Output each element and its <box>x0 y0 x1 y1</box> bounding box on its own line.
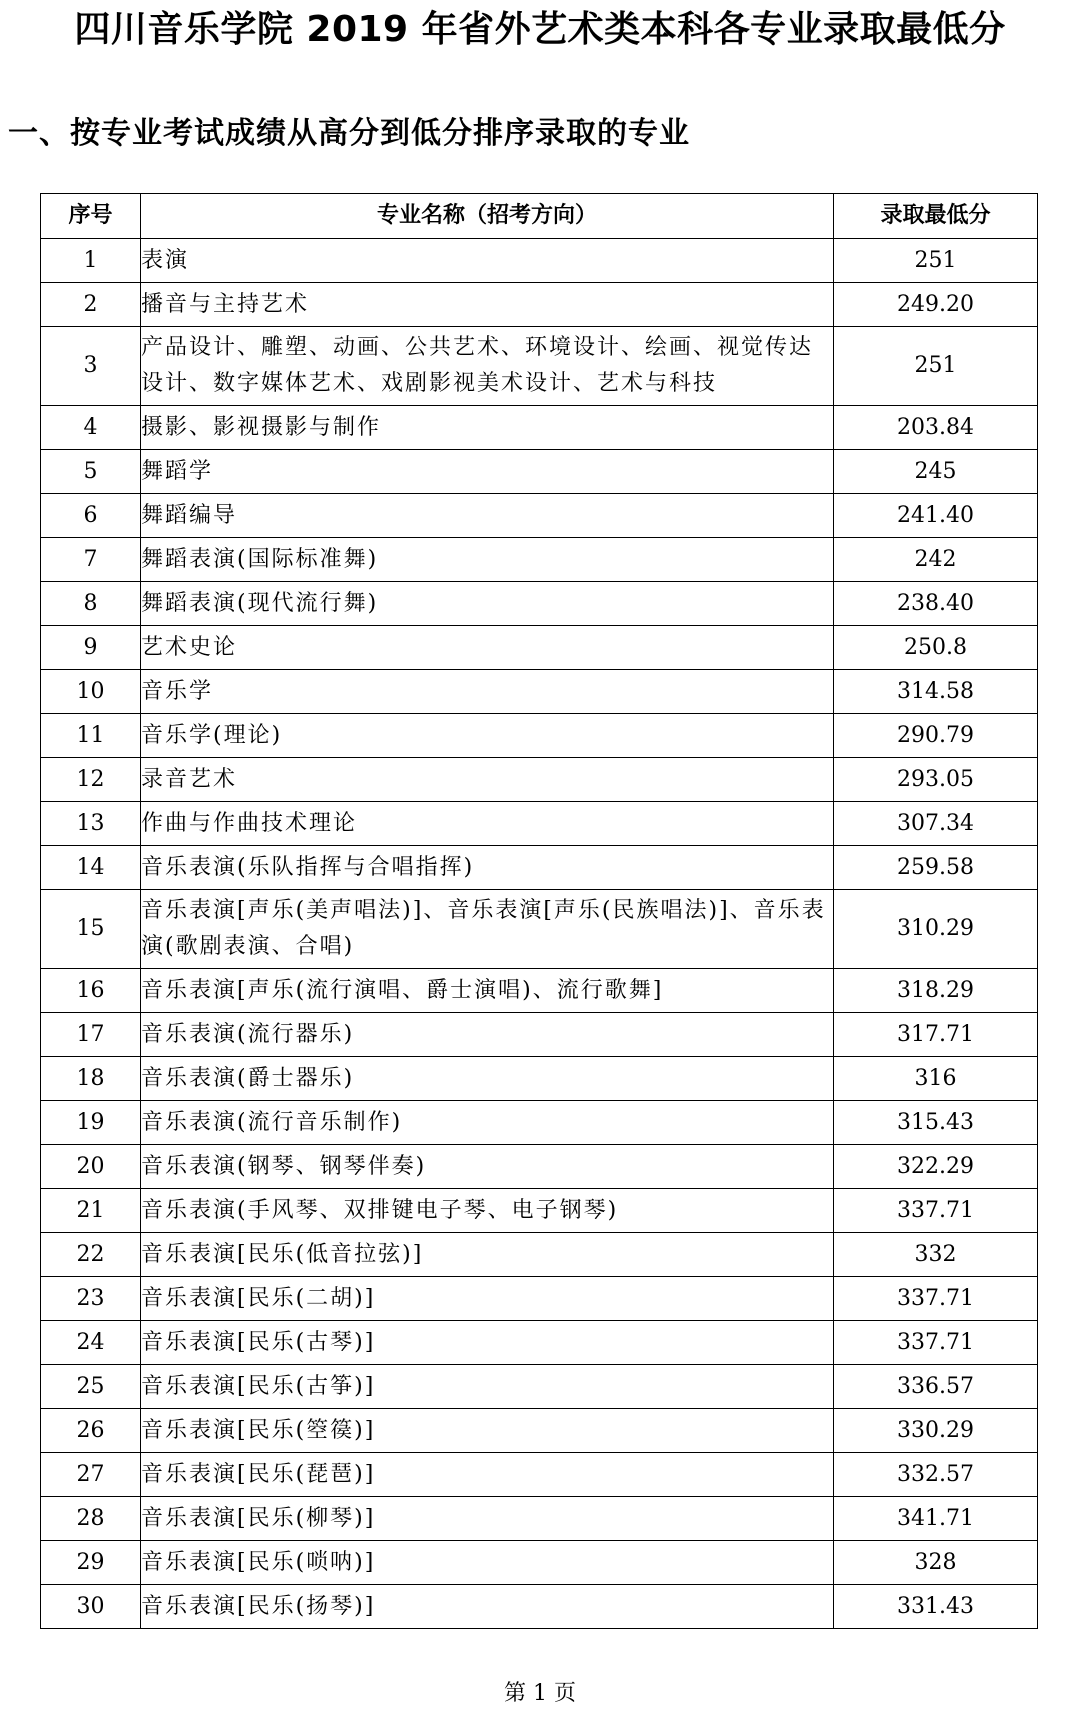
row-major-name: 音乐表演(钢琴、钢琴伴奏) <box>141 1145 834 1189</box>
row-min-score: 331.43 <box>834 1585 1038 1629</box>
table-header-row <box>41 194 1038 239</box>
row-index: 3 <box>41 327 141 406</box>
table-row <box>41 239 1038 283</box>
table-row <box>41 846 1038 890</box>
section-heading: 一、按专业考试成绩从高分到低分排序录取的专业 <box>8 116 690 151</box>
row-major-name: 作曲与作曲技术理论 <box>141 802 834 846</box>
row-index: 29 <box>41 1541 141 1585</box>
row-min-score: 293.05 <box>834 758 1038 802</box>
table-row <box>41 670 1038 714</box>
table-row <box>41 890 1038 969</box>
row-major-name: 音乐表演(流行音乐制作) <box>141 1101 834 1145</box>
row-index: 26 <box>41 1409 141 1453</box>
row-major-name: 音乐表演[民乐(扬琴)] <box>141 1585 834 1629</box>
row-major-name: 音乐学(理论) <box>141 714 834 758</box>
row-index: 30 <box>41 1585 141 1629</box>
row-major-name: 音乐表演[民乐(低音拉弦)] <box>141 1233 834 1277</box>
row-index: 10 <box>41 670 141 714</box>
row-min-score: 316 <box>834 1057 1038 1101</box>
row-min-score: 315.43 <box>834 1101 1038 1145</box>
table-row <box>41 283 1038 327</box>
table-row <box>41 1101 1038 1145</box>
row-index: 27 <box>41 1453 141 1497</box>
table-row <box>41 1585 1038 1629</box>
table-row <box>41 450 1038 494</box>
row-major-name: 音乐表演(手风琴、双排键电子琴、电子钢琴) <box>141 1189 834 1233</box>
row-min-score: 337.71 <box>834 1189 1038 1233</box>
row-major-name: 播音与主持艺术 <box>141 283 834 327</box>
row-major-name: 音乐表演[民乐(琵琶)] <box>141 1453 834 1497</box>
row-major-name: 音乐表演[民乐(箜篌)] <box>141 1409 834 1453</box>
row-major-name: 表演 <box>141 239 834 283</box>
row-major-name: 音乐表演[民乐(柳琴)] <box>141 1497 834 1541</box>
table-body <box>41 239 1038 1629</box>
row-major-name: 舞蹈表演(国际标准舞) <box>141 538 834 582</box>
header-min-score: 录取最低分 <box>834 194 1038 239</box>
row-major-name: 录音艺术 <box>141 758 834 802</box>
row-index: 23 <box>41 1277 141 1321</box>
table-row <box>41 538 1038 582</box>
row-index: 13 <box>41 802 141 846</box>
row-min-score: 241.40 <box>834 494 1038 538</box>
row-min-score: 328 <box>834 1541 1038 1585</box>
row-min-score: 330.29 <box>834 1409 1038 1453</box>
table-row <box>41 1409 1038 1453</box>
row-min-score: 337.71 <box>834 1321 1038 1365</box>
row-major-name: 舞蹈编导 <box>141 494 834 538</box>
row-major-name: 音乐表演[民乐(二胡)] <box>141 1277 834 1321</box>
row-index: 9 <box>41 626 141 670</box>
row-min-score: 238.40 <box>834 582 1038 626</box>
row-index: 7 <box>41 538 141 582</box>
document-title: 四川音乐学院 2019 年省外艺术类本科各专业录取最低分 <box>74 9 1006 50</box>
row-min-score: 332.57 <box>834 1453 1038 1497</box>
row-index: 28 <box>41 1497 141 1541</box>
row-min-score: 337.71 <box>834 1277 1038 1321</box>
row-index: 19 <box>41 1101 141 1145</box>
row-major-name: 音乐表演[民乐(古筝)] <box>141 1365 834 1409</box>
table-row <box>41 1497 1038 1541</box>
table-row <box>41 1321 1038 1365</box>
table-row <box>41 802 1038 846</box>
table-row <box>41 758 1038 802</box>
row-index: 15 <box>41 890 141 969</box>
row-index: 17 <box>41 1013 141 1057</box>
row-index: 12 <box>41 758 141 802</box>
row-major-name: 产品设计、雕塑、动画、公共艺术、环境设计、绘画、视觉传达设计、数字媒体艺术、戏剧影视美术设计、艺术与科技 <box>141 327 834 406</box>
row-min-score: 259.58 <box>834 846 1038 890</box>
row-major-name: 音乐学 <box>141 670 834 714</box>
admission-score-table <box>40 193 1038 1629</box>
row-index: 16 <box>41 969 141 1013</box>
page-footer: 第 1 页 <box>504 1681 576 1706</box>
row-min-score: 251 <box>834 327 1038 406</box>
row-major-name: 音乐表演(流行器乐) <box>141 1013 834 1057</box>
row-index: 4 <box>41 406 141 450</box>
row-min-score: 336.57 <box>834 1365 1038 1409</box>
row-min-score: 317.71 <box>834 1013 1038 1057</box>
row-min-score: 251 <box>834 239 1038 283</box>
table-row <box>41 1189 1038 1233</box>
row-index: 20 <box>41 1145 141 1189</box>
row-index: 25 <box>41 1365 141 1409</box>
table-row <box>41 714 1038 758</box>
row-index: 21 <box>41 1189 141 1233</box>
row-min-score: 203.84 <box>834 406 1038 450</box>
row-major-name: 音乐表演[民乐(古琴)] <box>141 1321 834 1365</box>
row-min-score: 250.8 <box>834 626 1038 670</box>
table-row <box>41 1145 1038 1189</box>
table-row <box>41 1365 1038 1409</box>
row-index: 11 <box>41 714 141 758</box>
row-index: 24 <box>41 1321 141 1365</box>
row-major-name: 摄影、影视摄影与制作 <box>141 406 834 450</box>
table-row <box>41 1541 1038 1585</box>
row-index: 14 <box>41 846 141 890</box>
row-min-score: 341.71 <box>834 1497 1038 1541</box>
row-min-score: 307.34 <box>834 802 1038 846</box>
row-major-name: 音乐表演(爵士器乐) <box>141 1057 834 1101</box>
table-row <box>41 1013 1038 1057</box>
row-major-name: 音乐表演[民乐(唢呐)] <box>141 1541 834 1585</box>
row-index: 6 <box>41 494 141 538</box>
table-row <box>41 1233 1038 1277</box>
row-index: 22 <box>41 1233 141 1277</box>
row-index: 2 <box>41 283 141 327</box>
row-index: 5 <box>41 450 141 494</box>
row-major-name: 音乐表演[声乐(流行演唱、爵士演唱)、流行歌舞] <box>141 969 834 1013</box>
table-row <box>41 582 1038 626</box>
table-row <box>41 1453 1038 1497</box>
row-min-score: 322.29 <box>834 1145 1038 1189</box>
row-min-score: 242 <box>834 538 1038 582</box>
header-index: 序号 <box>41 194 141 239</box>
row-min-score: 249.20 <box>834 283 1038 327</box>
row-major-name: 音乐表演(乐队指挥与合唱指挥) <box>141 846 834 890</box>
table-row <box>41 626 1038 670</box>
table-row <box>41 327 1038 406</box>
row-min-score: 290.79 <box>834 714 1038 758</box>
table-row <box>41 969 1038 1013</box>
row-min-score: 332 <box>834 1233 1038 1277</box>
row-major-name: 艺术史论 <box>141 626 834 670</box>
row-major-name: 音乐表演[声乐(美声唱法)]、音乐表演[声乐(民族唱法)]、音乐表演(歌剧表演、合唱) <box>141 890 834 969</box>
row-major-name: 舞蹈表演(现代流行舞) <box>141 582 834 626</box>
row-min-score: 310.29 <box>834 890 1038 969</box>
row-index: 1 <box>41 239 141 283</box>
table-row <box>41 1057 1038 1101</box>
row-min-score: 245 <box>834 450 1038 494</box>
table-row <box>41 406 1038 450</box>
table-row <box>41 494 1038 538</box>
table-row <box>41 1277 1038 1321</box>
row-min-score: 318.29 <box>834 969 1038 1013</box>
header-major-name: 专业名称（招考方向） <box>141 194 834 239</box>
row-index: 8 <box>41 582 141 626</box>
row-min-score: 314.58 <box>834 670 1038 714</box>
row-major-name: 舞蹈学 <box>141 450 834 494</box>
row-index: 18 <box>41 1057 141 1101</box>
